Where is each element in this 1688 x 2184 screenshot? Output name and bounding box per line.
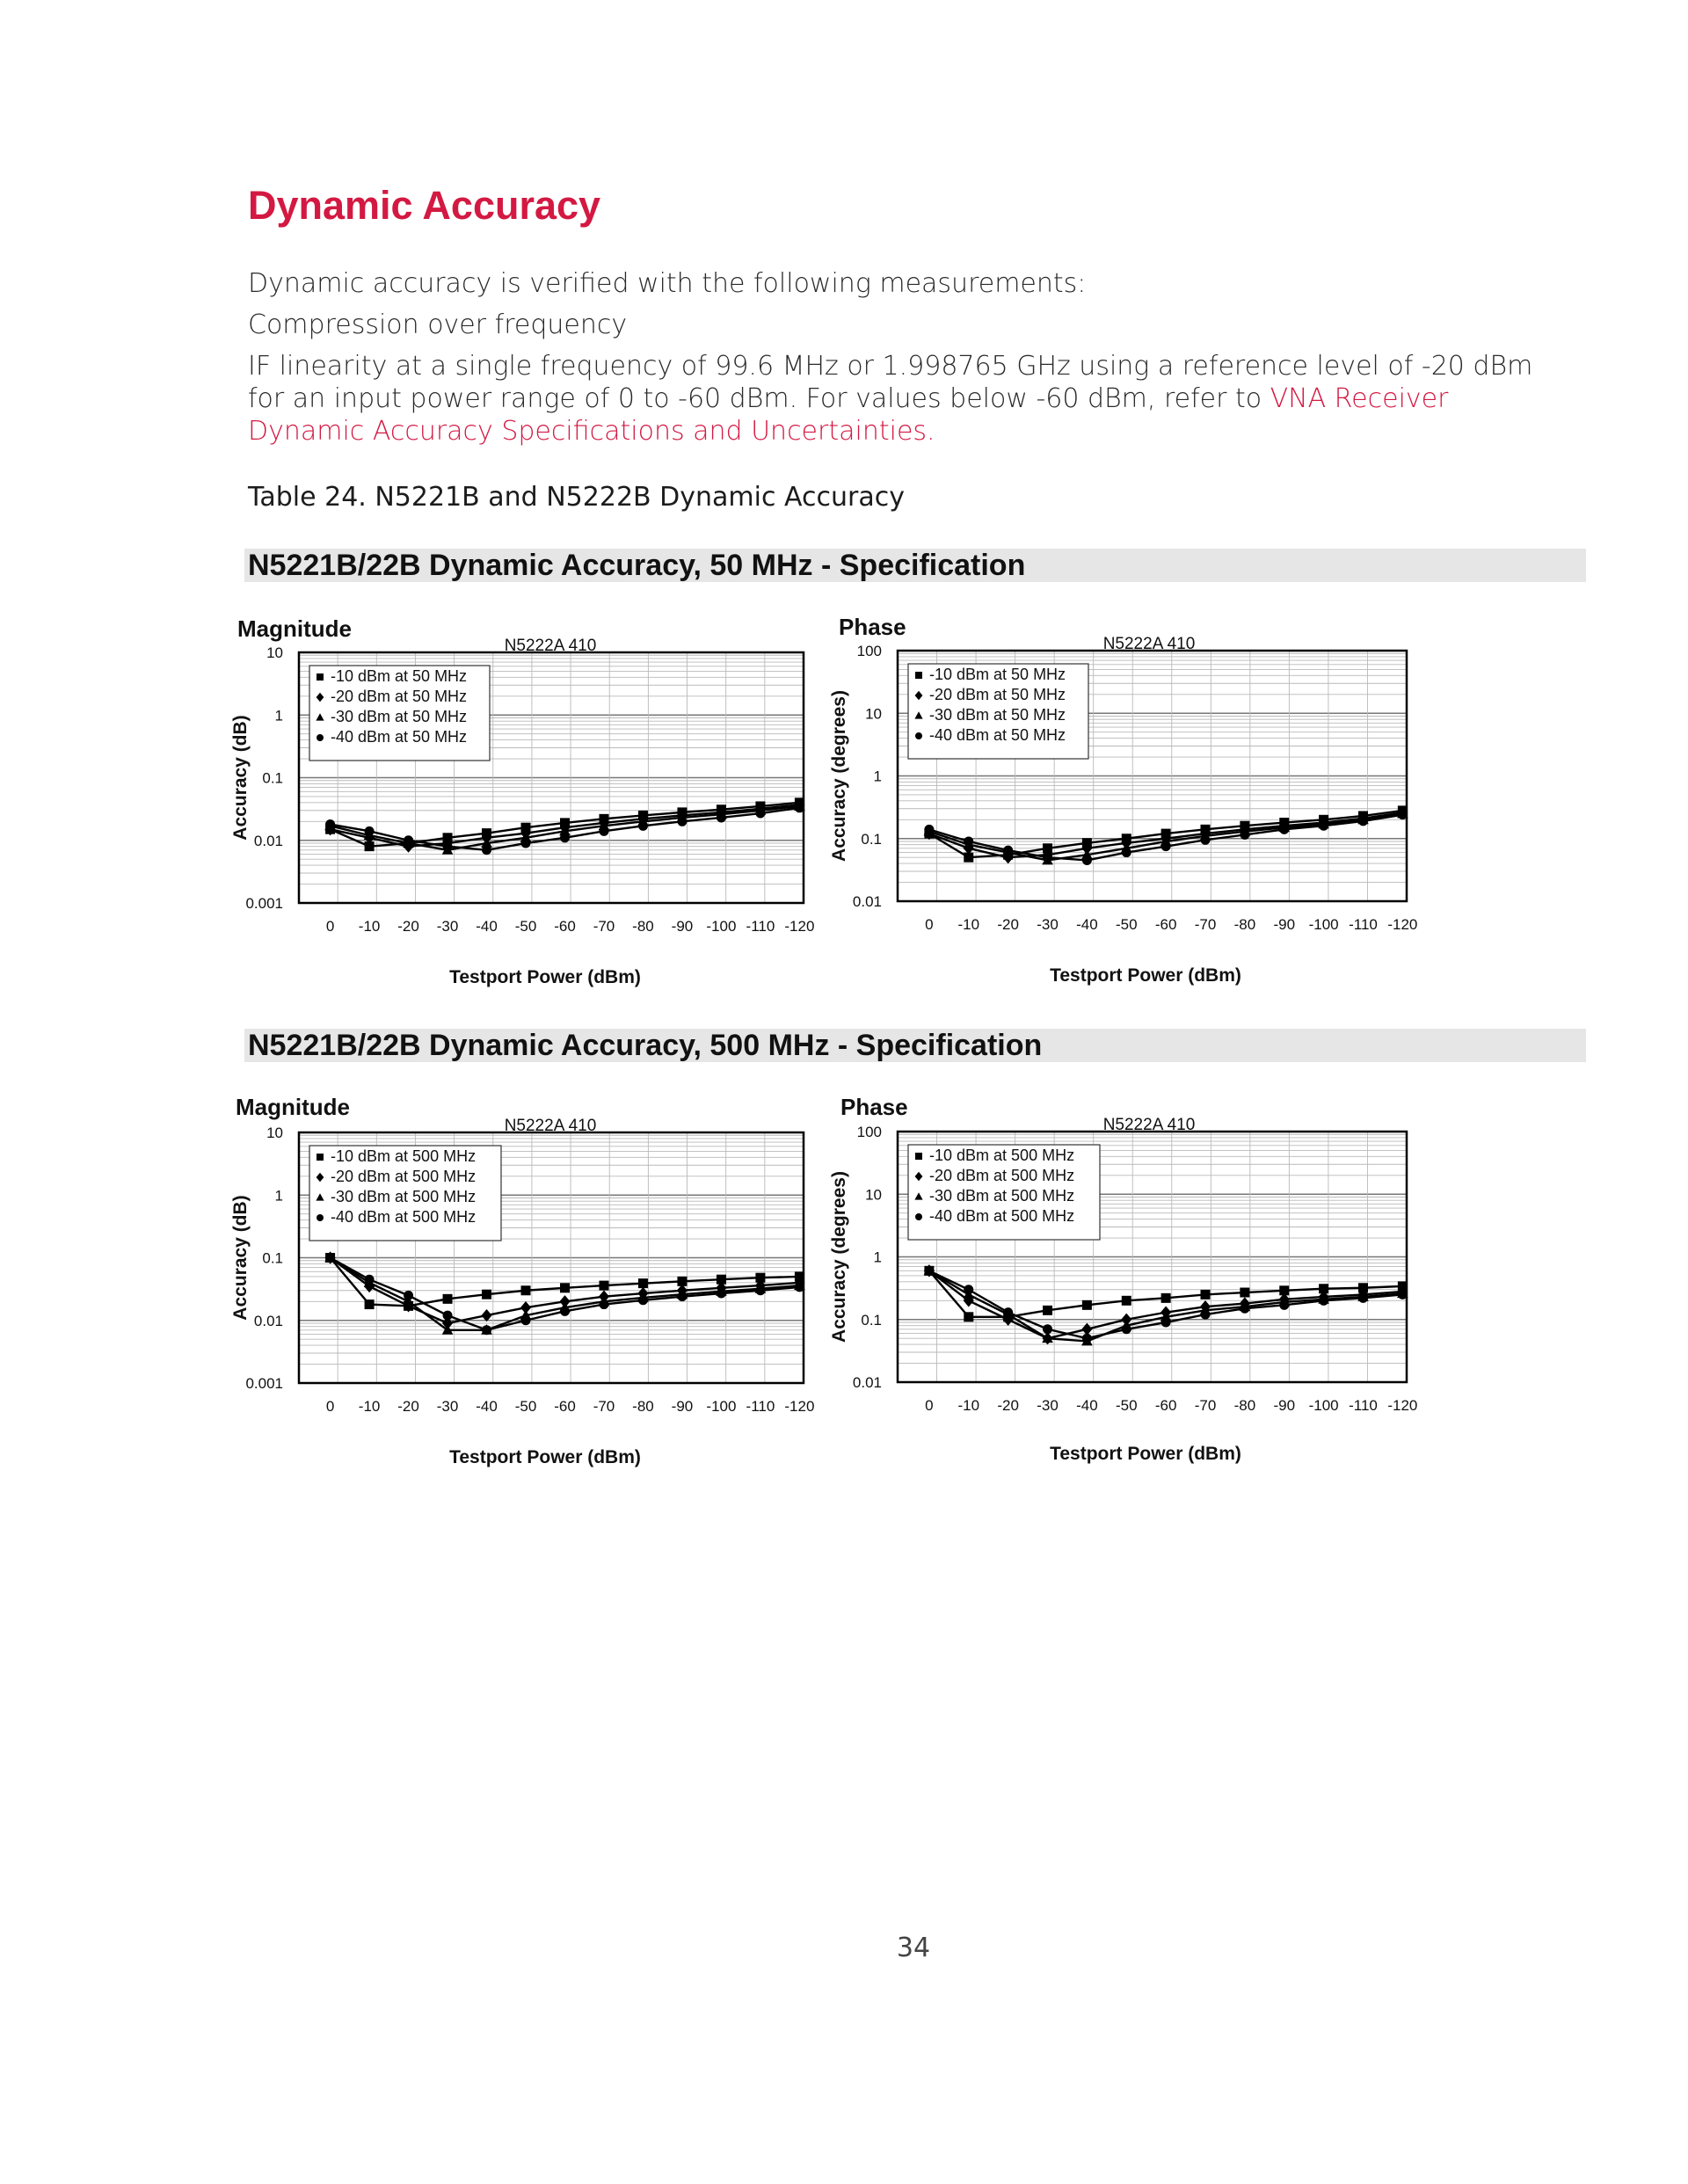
data-point: [482, 845, 491, 855]
x-axis-label: Testport Power (dBm): [1050, 965, 1241, 986]
data-point: [560, 1283, 570, 1292]
x-tick-label: -10: [957, 1397, 980, 1414]
legend-entry: -30 dBm at 500 MHz: [929, 1187, 1075, 1205]
y-axis-label: Accuracy (degrees): [829, 690, 849, 862]
x-tick-label: -10: [957, 916, 980, 933]
data-point: [1240, 830, 1249, 840]
legend-marker: [915, 1153, 922, 1160]
x-tick-label: -120: [1387, 1397, 1418, 1414]
x-tick-label: -30: [436, 1398, 459, 1415]
x-axis-label: Testport Power (dBm): [1050, 1444, 1241, 1464]
data-point: [638, 1295, 648, 1305]
y-tick-label: 0.1: [861, 1311, 882, 1329]
intro-line-2: Compression over frequency: [248, 309, 628, 340]
y-tick-label: 0.01: [253, 832, 283, 849]
x-tick-label: -50: [1115, 916, 1138, 933]
x-tick-label: -30: [436, 918, 459, 935]
data-point: [1240, 1288, 1249, 1298]
x-tick-label: -110: [1349, 1397, 1378, 1414]
x-tick-label: -80: [632, 918, 654, 935]
data-point: [1279, 825, 1289, 834]
data-point: [365, 1299, 375, 1309]
series-line: [331, 1258, 800, 1330]
series-circle: [325, 1253, 804, 1335]
data-point: [1003, 846, 1013, 855]
data-point: [560, 833, 570, 842]
data-point: [1279, 1300, 1289, 1310]
x-tick-label: 0: [325, 1398, 335, 1415]
data-point: [1201, 1310, 1211, 1320]
table-caption: Table 24. N5221B and N5222B Dynamic Accuracy: [248, 482, 905, 513]
data-point: [964, 1312, 973, 1321]
x-tick-label: -70: [1194, 916, 1217, 933]
y-tick-label: 10: [266, 1125, 283, 1141]
data-point: [1358, 1293, 1368, 1303]
data-point: [521, 839, 531, 848]
y-tick-label: 1: [873, 1249, 882, 1266]
legend-entry: -10 dBm at 500 MHz: [331, 1147, 477, 1165]
data-point: [1319, 1296, 1328, 1306]
data-point: [1043, 853, 1052, 863]
x-tick-label: -20: [397, 918, 419, 935]
x-tick-label: -100: [1308, 916, 1339, 933]
legend-marker: [915, 672, 922, 679]
section-heading-500mhz: N5221B/22B Dynamic Accuracy, 500 MHz - Specification: [244, 1029, 1586, 1062]
chart-title: N5222A 410: [1102, 635, 1196, 653]
x-tick-label: 0: [925, 1397, 934, 1414]
data-point: [795, 1282, 804, 1292]
data-point: [482, 1325, 491, 1335]
panel-label: Magnitude: [236, 1094, 350, 1120]
panel-label: Magnitude: [237, 615, 352, 642]
data-point: [1201, 835, 1211, 845]
y-tick-label: 0.01: [852, 893, 882, 910]
y-axis-label: Accuracy (degrees): [829, 1171, 849, 1343]
series-line: [331, 1258, 800, 1330]
data-point: [404, 835, 413, 845]
intro-line-3: [248, 350, 1567, 448]
y-axis-label: Accuracy (dB): [230, 715, 251, 841]
x-tick-label: -100: [706, 918, 737, 935]
data-point: [521, 1285, 531, 1295]
x-tick-label: -120: [1387, 916, 1418, 933]
x-tick-label: -120: [784, 918, 815, 935]
data-point: [1043, 1324, 1052, 1334]
data-point: [1082, 855, 1092, 865]
data-point: [924, 1266, 934, 1276]
phase-chart-50mhz: [830, 598, 1445, 1002]
legend-entry: -40 dBm at 50 MHz: [331, 728, 468, 746]
legend-entry: -40 dBm at 500 MHz: [331, 1208, 477, 1226]
x-tick-label: -70: [593, 918, 615, 935]
x-axis-label: Testport Power (dBm): [449, 967, 641, 987]
data-point: [325, 1253, 335, 1263]
panel-label: Phase: [839, 614, 906, 640]
legend-marker: [316, 1154, 324, 1161]
y-tick-label: 10: [865, 705, 882, 723]
data-point: [365, 1275, 375, 1285]
data-point: [638, 821, 648, 831]
data-point: [1082, 1300, 1092, 1310]
data-point: [1161, 1293, 1171, 1303]
series-diamond: [924, 806, 1408, 863]
x-tick-label: -90: [1273, 1397, 1296, 1414]
data-point: [560, 1307, 570, 1316]
x-tick-label: -60: [1154, 916, 1177, 933]
receiver-accuracy-link[interactable]: VNA Receiver Dynamic Accuracy Specifications and Uncertainties.: [248, 383, 1449, 447]
x-tick-label: -100: [1308, 1397, 1339, 1414]
x-tick-label: -70: [593, 1398, 615, 1415]
legend-marker: [316, 673, 324, 681]
x-tick-label: -100: [706, 1398, 737, 1415]
x-tick-label: -30: [1037, 916, 1059, 933]
magnitude-chart-50mhz: [225, 598, 840, 1002]
data-point: [443, 1311, 453, 1321]
data-point: [1122, 848, 1131, 857]
phase-chart-500mhz: [830, 1078, 1445, 1482]
legend-entry: -10 dBm at 50 MHz: [929, 666, 1066, 683]
x-tick-label: -70: [1194, 1397, 1217, 1414]
x-tick-label: -10: [358, 1398, 381, 1415]
x-tick-label: -40: [476, 918, 498, 935]
x-tick-label: -110: [746, 918, 775, 935]
x-tick-label: -90: [671, 1398, 694, 1415]
y-tick-label: 1: [274, 1187, 283, 1205]
legend-entry: -30 dBm at 50 MHz: [929, 706, 1066, 724]
y-tick-label: 0.1: [262, 1249, 283, 1267]
x-tick-label: -90: [671, 918, 694, 935]
x-tick-label: -90: [1273, 916, 1296, 933]
data-point: [1240, 1304, 1249, 1314]
data-point: [482, 1290, 491, 1299]
data-point: [964, 1285, 973, 1294]
data-point: [1398, 810, 1408, 819]
x-tick-label: -60: [1154, 1397, 1177, 1414]
x-tick-label: -40: [1076, 1397, 1098, 1414]
y-tick-label: 0.01: [253, 1312, 283, 1329]
data-point: [1122, 1324, 1131, 1334]
legend: [309, 666, 490, 761]
x-tick-label: -20: [397, 1398, 419, 1415]
y-tick-label: 100: [856, 643, 882, 659]
legend-marker: [316, 1214, 324, 1221]
x-tick-label: -110: [1349, 916, 1378, 933]
series-line: [929, 1270, 1402, 1338]
x-tick-label: -10: [358, 918, 381, 935]
data-point: [677, 817, 687, 826]
section-heading-50mhz: N5221B/22B Dynamic Accuracy, 50 MHz - Specification: [244, 549, 1586, 582]
panel-label: Phase: [840, 1094, 908, 1120]
legend-entry: -10 dBm at 500 MHz: [929, 1147, 1075, 1164]
data-point: [1082, 1334, 1092, 1343]
data-point: [365, 826, 375, 836]
intro-line-1: Dynamic accuracy is verified with the following measurements:: [248, 268, 1087, 299]
data-point: [1003, 1307, 1013, 1317]
legend-entry: -20 dBm at 50 MHz: [331, 688, 468, 705]
data-point: [1161, 1318, 1171, 1328]
legend-marker: [316, 734, 324, 741]
y-tick-label: 10: [865, 1186, 882, 1204]
x-tick-label: -40: [476, 1398, 498, 1415]
x-tick-label: -40: [1076, 916, 1098, 933]
legend-entry: -30 dBm at 50 MHz: [331, 708, 468, 725]
x-tick-label: -80: [632, 1398, 654, 1415]
legend-entry: -40 dBm at 500 MHz: [929, 1207, 1075, 1225]
x-tick-label: -80: [1233, 916, 1256, 933]
data-point: [599, 826, 608, 836]
data-point: [755, 809, 765, 819]
y-tick-label: 0.001: [245, 1375, 283, 1392]
y-tick-label: 0.1: [262, 769, 283, 787]
data-point: [1201, 1290, 1211, 1299]
data-point: [1161, 841, 1171, 851]
data-point: [924, 825, 934, 834]
y-tick-label: 1: [274, 707, 283, 724]
y-tick-label: 0.1: [861, 830, 882, 848]
x-tick-label: 0: [925, 916, 934, 933]
y-tick-label: 100: [856, 1124, 882, 1140]
series-circle: [924, 1266, 1407, 1343]
data-point: [964, 837, 973, 847]
y-tick-label: 1: [873, 768, 882, 785]
legend-entry: -40 dBm at 50 MHz: [929, 726, 1066, 744]
x-tick-label: -60: [554, 918, 576, 935]
legend-marker: [915, 1213, 922, 1220]
data-point: [717, 812, 726, 822]
legend-entry: -20 dBm at 50 MHz: [929, 686, 1066, 703]
legend-marker: [915, 732, 922, 739]
data-point: [1122, 1296, 1131, 1306]
data-point: [521, 1315, 531, 1325]
page-number: 34: [896, 1933, 931, 1963]
x-tick-label: -30: [1037, 1397, 1059, 1414]
chart-title: N5222A 410: [504, 637, 597, 655]
series-line: [929, 1270, 1402, 1338]
legend-entry: -20 dBm at 500 MHz: [331, 1168, 477, 1185]
legend: [908, 664, 1088, 759]
intro-line-3-text: IF linearity at a single frequency of 99.6 MHz or 1.998765 GHz using a reference level of -20 dBm for an input power range of 0 to -60 dBm. For values below -60 dBm, refer to: [248, 351, 1533, 414]
x-tick-label: -60: [554, 1398, 576, 1415]
data-point: [443, 1294, 453, 1304]
data-point: [1319, 821, 1328, 831]
legend-entry: -10 dBm at 50 MHz: [331, 667, 468, 685]
legend: [309, 1146, 501, 1241]
x-tick-label: -50: [1115, 1397, 1138, 1414]
series-line: [929, 1270, 1402, 1341]
x-tick-label: -80: [1233, 1397, 1256, 1414]
chart-title: N5222A 410: [504, 1117, 597, 1135]
y-tick-label: 0.001: [245, 895, 283, 912]
data-point: [599, 1281, 608, 1291]
data-point: [1398, 1290, 1408, 1299]
data-point: [677, 1292, 687, 1301]
data-point: [638, 1278, 648, 1288]
magnitude-chart-500mhz: [225, 1078, 840, 1482]
x-tick-label: -50: [514, 918, 537, 935]
y-tick-label: 0.01: [852, 1374, 882, 1391]
data-point: [325, 819, 335, 829]
legend: [908, 1145, 1100, 1240]
chart-title: N5222A 410: [1102, 1116, 1196, 1134]
data-point: [1358, 816, 1368, 826]
x-axis-label: Testport Power (dBm): [449, 1447, 641, 1467]
data-point: [404, 1291, 413, 1300]
x-tick-label: -50: [514, 1398, 537, 1415]
y-tick-label: 10: [266, 644, 283, 661]
data-point: [717, 1289, 726, 1299]
data-point: [443, 841, 453, 851]
page-title: Dynamic Accuracy: [248, 183, 601, 228]
legend-entry: -30 dBm at 500 MHz: [331, 1188, 477, 1205]
x-tick-label: -120: [784, 1398, 815, 1415]
x-tick-label: -20: [997, 1397, 1019, 1414]
x-tick-label: -20: [997, 916, 1019, 933]
data-point: [795, 803, 804, 812]
x-tick-label: -110: [746, 1398, 775, 1415]
x-tick-label: 0: [325, 918, 335, 935]
legend-entry: -20 dBm at 500 MHz: [929, 1167, 1075, 1184]
data-point: [755, 1285, 765, 1295]
data-point: [1043, 1306, 1052, 1315]
data-point: [599, 1299, 608, 1309]
y-axis-label: Accuracy (dB): [230, 1195, 251, 1321]
